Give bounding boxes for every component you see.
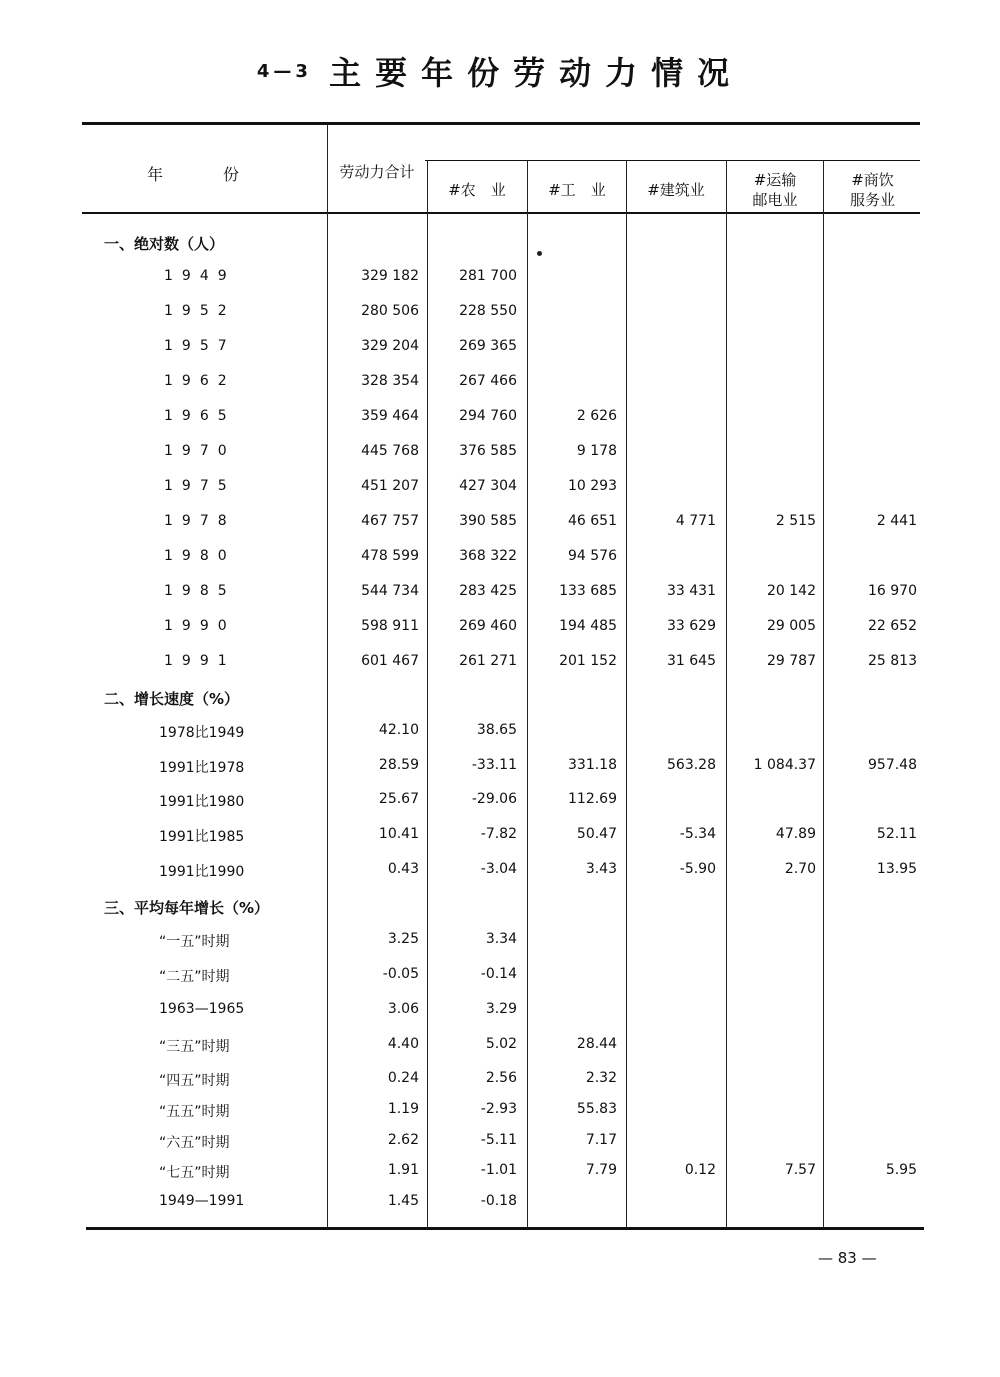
- cell-agri: 368 322: [459, 548, 517, 564]
- cell-industry: 2 626: [576, 408, 617, 424]
- table-number: 4—3: [256, 60, 312, 82]
- cell-commerce: 2 441: [876, 513, 917, 529]
- row-label: 1949—1991: [159, 1193, 245, 1209]
- cell-agri: 427 304: [459, 478, 517, 494]
- cell-commerce: 16 970: [868, 583, 917, 599]
- cell-agri: -3.04: [480, 860, 517, 877]
- cell-agri: 269 460: [459, 618, 517, 634]
- cell-industry: 194 485: [559, 618, 617, 634]
- cell-total: 2.62: [387, 1132, 419, 1148]
- cell-construction: 31 645: [667, 653, 716, 669]
- cell-agri: 281 700: [459, 268, 517, 284]
- cell-total: 359 464: [361, 408, 419, 424]
- cell-transport: 2.70: [784, 860, 816, 877]
- row-label: 1991: [164, 653, 236, 669]
- cell-agri: 5.02: [485, 1036, 517, 1052]
- cell-total: 1.45: [387, 1193, 419, 1209]
- cell-total: 445 768: [361, 443, 419, 459]
- cell-total: 329 182: [361, 268, 419, 284]
- cell-industry: 9 178: [576, 443, 617, 459]
- header-agriculture: #农 业: [448, 181, 506, 199]
- header-rule: [82, 212, 920, 214]
- table-row: [0, 583, 1000, 605]
- cell-transport: 2 515: [775, 513, 816, 529]
- cell-construction: -5.34: [679, 826, 716, 843]
- table-row: [0, 478, 1000, 500]
- cell-construction: 33 431: [667, 583, 716, 599]
- cell-transport: 20 142: [767, 583, 816, 599]
- table-row: [0, 966, 1000, 988]
- header-industry: #工 业: [548, 181, 606, 199]
- row-label: 1978: [164, 513, 236, 529]
- table-title: 主要年份劳动力情况: [329, 54, 744, 92]
- table-row: [0, 1101, 1000, 1123]
- cell-transport: 29 787: [767, 653, 816, 669]
- cell-agri: 261 271: [459, 653, 517, 669]
- cell-agri: 283 425: [459, 583, 517, 599]
- cell-transport: 1 084.37: [753, 756, 816, 773]
- cell-construction: -5.90: [679, 860, 716, 877]
- cell-total: 544 734: [361, 583, 419, 599]
- cell-industry: 133 685: [559, 583, 617, 599]
- header-total: 劳动力合计: [339, 163, 415, 181]
- bottom-rule: [86, 1227, 924, 1230]
- cell-agri: -7.82: [480, 826, 517, 843]
- cell-industry: 7.17: [585, 1132, 617, 1148]
- table-row: [0, 1193, 1000, 1215]
- section-heading: [0, 688, 1000, 710]
- table-row: [0, 826, 1000, 848]
- cell-total: 1.91: [387, 1162, 419, 1178]
- table-row: [0, 408, 1000, 430]
- table-row: [0, 791, 1000, 813]
- table-row: [0, 548, 1000, 570]
- cell-total: 28.59: [378, 756, 419, 773]
- header-commerce-line2: 服务业: [849, 191, 895, 209]
- row-label: “七五”时期: [159, 1165, 230, 1181]
- cell-total: 3.25: [387, 931, 419, 947]
- cell-total: 598 911: [361, 618, 419, 634]
- table-row: [0, 268, 1000, 290]
- cell-agri: -29.06: [471, 791, 517, 808]
- cell-total: 478 599: [361, 548, 419, 564]
- cell-industry: 46 651: [568, 513, 617, 529]
- cell-agri: 228 550: [459, 303, 517, 319]
- cell-industry: 10 293: [568, 478, 617, 494]
- cell-industry: 112.69: [568, 791, 617, 808]
- cell-agri: 294 760: [459, 408, 517, 424]
- cell-industry: 201 152: [559, 653, 617, 669]
- cell-agri: 267 466: [459, 373, 517, 389]
- page-title: [0, 48, 1000, 94]
- row-label: 1970: [164, 443, 236, 459]
- cell-agri: 3.29: [485, 1001, 517, 1017]
- row-label: 1985: [164, 583, 236, 599]
- top-rule: [82, 122, 920, 125]
- cell-transport: 7.57: [784, 1162, 816, 1178]
- table-row: [0, 931, 1000, 953]
- header-construction: #建筑业: [647, 181, 705, 199]
- cell-total: 467 757: [361, 513, 419, 529]
- cell-industry: 331.18: [568, 756, 617, 773]
- section-absolute-label: 一、绝对数（人）: [104, 235, 225, 253]
- cell-construction: 33 629: [667, 618, 716, 634]
- cell-total: 25.67: [378, 791, 419, 808]
- cell-agri: -33.11: [471, 756, 517, 773]
- cell-agri: -0.18: [480, 1193, 517, 1209]
- cell-total: 601 467: [361, 653, 419, 669]
- section-annual-label: 三、平均每年增长（%）: [104, 899, 270, 917]
- table-row: [0, 861, 1000, 883]
- cell-total: 42.10: [378, 722, 419, 738]
- table-row: [0, 757, 1000, 779]
- cell-commerce: 25 813: [868, 653, 917, 669]
- cell-agri: -2.93: [480, 1101, 517, 1117]
- cell-total: 329 204: [361, 338, 419, 354]
- row-label: “五五”时期: [159, 1104, 230, 1120]
- cell-industry: 94 576: [568, 548, 617, 564]
- header-transport: [728, 170, 822, 210]
- row-label: 1965: [164, 408, 236, 424]
- row-label: 1990: [164, 618, 236, 634]
- row-label: 1963—1965: [159, 1001, 245, 1017]
- row-label: “一五”时期: [159, 934, 230, 950]
- cell-industry: 3.43: [585, 860, 617, 877]
- header-transport-line1: #运输: [753, 171, 797, 189]
- cell-total: 4.40: [387, 1036, 419, 1052]
- cell-agri: 3.34: [485, 931, 517, 947]
- row-label: 1991比1990: [159, 863, 245, 880]
- row-label: “三五”时期: [159, 1039, 230, 1055]
- table-row: [0, 1036, 1000, 1058]
- row-label: “二五”时期: [159, 969, 230, 985]
- cell-total: 3.06: [387, 1001, 419, 1017]
- cell-total: 280 506: [361, 303, 419, 319]
- cell-agri: -5.11: [480, 1132, 517, 1148]
- cell-total: 328 354: [361, 373, 419, 389]
- cell-total: 1.19: [387, 1101, 419, 1117]
- cell-transport: 47.89: [775, 826, 816, 843]
- table-row: [0, 373, 1000, 395]
- table-row: [0, 443, 1000, 465]
- section-growth-label: 二、增长速度（%）: [104, 690, 240, 708]
- cell-construction: 0.12: [684, 1162, 716, 1178]
- cell-total: -0.05: [382, 966, 419, 982]
- cell-commerce: 52.11: [876, 826, 917, 843]
- cell-agri: 376 585: [459, 443, 517, 459]
- table-row: [0, 1001, 1000, 1023]
- table-row: [0, 653, 1000, 675]
- row-label: 1991比1985: [159, 829, 245, 846]
- table-row: [0, 722, 1000, 744]
- cell-commerce: 5.95: [885, 1162, 917, 1178]
- subheader-rule: [425, 160, 920, 161]
- cell-agri: 269 365: [459, 338, 517, 354]
- header-year: 年份: [147, 165, 300, 184]
- cell-agri: 2.56: [485, 1070, 517, 1086]
- cell-agri: -1.01: [480, 1162, 517, 1178]
- header-commerce-line1: #商饮: [851, 171, 894, 189]
- row-label: 1980: [164, 548, 236, 564]
- cell-transport: 29 005: [767, 618, 816, 634]
- column-divider: [327, 125, 328, 1227]
- table-row: [0, 513, 1000, 535]
- table-row: [0, 1132, 1000, 1154]
- row-label: 1949: [164, 268, 236, 284]
- row-label: 1957: [164, 338, 236, 354]
- row-label: 1952: [164, 303, 236, 319]
- section-heading: [0, 233, 1000, 255]
- table-row: [0, 303, 1000, 325]
- cell-agri: 390 585: [459, 513, 517, 529]
- cell-total: 10.41: [378, 826, 419, 843]
- row-label: 1975: [164, 478, 236, 494]
- cell-commerce: 22 652: [868, 618, 917, 634]
- table-row: [0, 338, 1000, 360]
- cell-industry: 55.83: [576, 1101, 617, 1117]
- cell-commerce: 957.48: [868, 756, 917, 773]
- header-commerce: [825, 170, 920, 210]
- cell-total: 0.43: [387, 860, 419, 877]
- cell-industry: 7.79: [585, 1162, 617, 1178]
- cell-industry: 50.47: [576, 826, 617, 843]
- cell-construction: 4 771: [675, 513, 716, 529]
- section-heading: [0, 897, 1000, 919]
- table-row: [0, 618, 1000, 640]
- cell-agri: -0.14: [480, 966, 517, 982]
- cell-total: 0.24: [387, 1070, 419, 1086]
- row-label: 1962: [164, 373, 236, 389]
- cell-commerce: 13.95: [876, 860, 917, 877]
- row-label: 1991比1978: [159, 759, 245, 776]
- row-label: 1991比1980: [159, 794, 245, 811]
- page-number: — 83 —: [818, 1249, 877, 1267]
- cell-agri: 38.65: [476, 722, 517, 738]
- row-label: 1978比1949: [159, 725, 245, 741]
- row-label: “六五”时期: [159, 1135, 230, 1151]
- row-label: “四五”时期: [159, 1073, 230, 1089]
- cell-total: 451 207: [361, 478, 419, 494]
- table-row: [0, 1162, 1000, 1184]
- cell-industry: 28.44: [576, 1036, 617, 1052]
- cell-construction: 563.28: [667, 756, 716, 773]
- cell-industry: 2.32: [585, 1070, 617, 1086]
- header-transport-line2: 邮电业: [752, 191, 798, 209]
- table-row: [0, 1070, 1000, 1092]
